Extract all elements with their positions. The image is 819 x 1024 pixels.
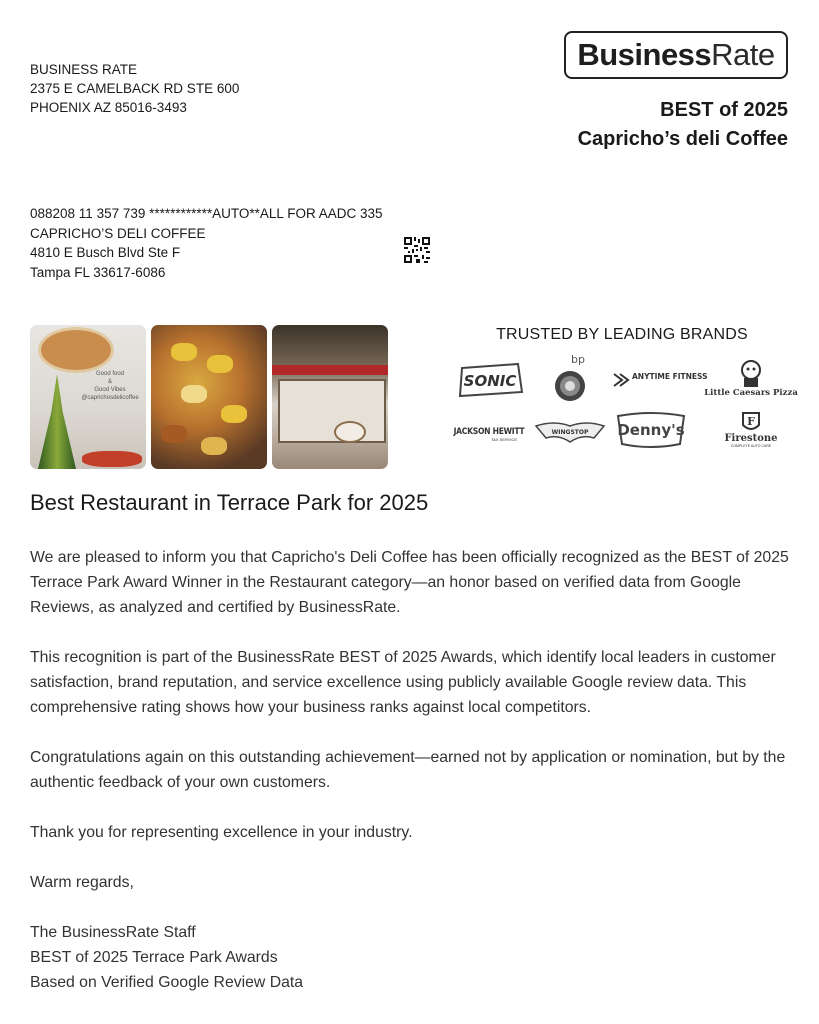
businessrate-logo	[564, 31, 788, 79]
letter-paragraph-4: Thank you for representing excellence in your industry.	[30, 824, 413, 841]
letter-paragraph-3: Congratulations again on this outstanding achievement—earned not by application or nomination, but by the authentic feedback of your own customers.	[30, 749, 786, 791]
photo-gallery	[30, 325, 388, 469]
sender-address-line1: 2375 E CAMELBACK RD STE 600	[30, 81, 240, 96]
letter-closing: Warm regards,	[30, 874, 134, 891]
letter-heading: Best Restaurant in Terrace Park for 2025	[30, 490, 429, 515]
wingstop-logo	[534, 418, 606, 446]
jackson-hewitt-logo: JACKSON HEWITT TAX SERVICE	[453, 426, 525, 442]
bp-logo	[548, 352, 592, 404]
svg-text:SONIC: SONIC	[463, 372, 517, 390]
svg-text:Denny's: Denny's	[617, 421, 685, 439]
recipient-address-line1: 4810 E Busch Blvd Ste F	[30, 245, 181, 260]
little-caesars-logo: Little Caesars Pizza	[710, 356, 792, 400]
trusted-brands-title: TRUSTED BY LEADING BRANDS	[496, 326, 748, 343]
recipient-address-line2: Tampa FL 33617-6086	[30, 264, 166, 280]
sender-name: BUSINESS RATE	[30, 62, 138, 77]
anytime-fitness-logo	[612, 370, 708, 390]
svg-text:bp: bp	[571, 353, 585, 366]
recipient-name: CAPRICHO’S DELI COFFEE	[30, 225, 206, 241]
letter-body	[30, 545, 792, 995]
award-year: BEST of 2025	[660, 99, 788, 121]
svg-text:WINGSTOP: WINGSTOP	[551, 429, 589, 436]
food-platter-photo	[151, 325, 267, 469]
award-business-name: Capricho’s deli Coffee	[577, 128, 788, 150]
sender-address-line2: PHOENIX AZ 85016-3493	[30, 100, 187, 115]
signature-line-3: Based on Verified Google Review Data	[30, 974, 304, 991]
svg-text:ANYTIME FITNESS: ANYTIME FITNESS	[632, 372, 708, 381]
signature-line-2: BEST of 2025 Terrace Park Awards	[30, 949, 278, 966]
deli-sign-photo	[30, 325, 146, 469]
sender-address	[30, 60, 239, 117]
mail-barcode-line: 088208 11 357 739 ************AUTO**ALL FOR AADC 335	[30, 206, 383, 221]
letter-paragraph-1: We are pleased to inform you that Capricho's Deli Coffee has been officially recognized as the BEST of 2025 Terrace Park Award Winner in the Restaurant category—an honor based on verified data from Google Reviews, as analyzed and certified by BusinessRate.	[30, 549, 789, 616]
sonic-logo	[456, 362, 524, 398]
brand-logos	[452, 352, 798, 456]
signature-line-1: The BusinessRate Staff	[30, 924, 196, 941]
photo-caption: Good food & Good Vibes @caprichosdelicoffee	[81, 371, 139, 401]
recipient-address	[30, 204, 382, 282]
qr-code-icon	[404, 237, 430, 263]
letter-paragraph-2: This recognition is part of the BusinessRate BEST of 2025 Awards, which identify local leaders in customer satisfaction, brand reputation, and service excellence using publicly available Google review data. This comprehensive rating shows how your business ranks against local competitors.	[30, 649, 776, 716]
firestone-logo: F Firestone COMPLETE AUTO CARE	[724, 414, 778, 448]
dennys-logo	[614, 410, 688, 450]
award-title	[578, 96, 788, 154]
svg-text:F: F	[747, 414, 755, 428]
logo-light-text: Rate	[711, 37, 775, 72]
logo-bold-text: Business	[577, 37, 712, 72]
storefront-photo	[272, 325, 388, 469]
